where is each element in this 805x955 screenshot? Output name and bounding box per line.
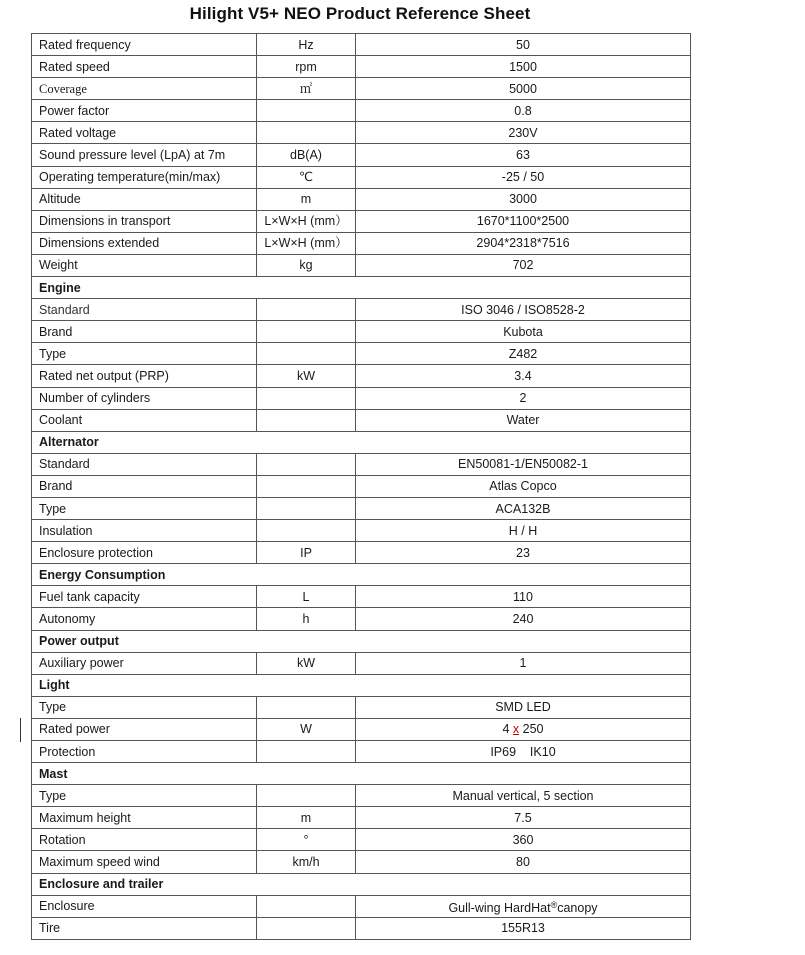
spec-unit: W (257, 718, 356, 740)
spec-unit (257, 453, 356, 475)
table-row (32, 100, 691, 122)
table-row (32, 807, 691, 829)
table-row (32, 409, 691, 431)
table-row (32, 785, 691, 807)
table-row (32, 718, 691, 740)
table-row (32, 343, 691, 365)
table-row (32, 188, 691, 210)
section-title: Mast (32, 763, 691, 785)
spec-unit: m (257, 807, 356, 829)
spec-value: 63 (356, 144, 691, 166)
spec-value: 80 (356, 851, 691, 873)
spec-value: 0.8 (356, 100, 691, 122)
spec-value: 5000 (356, 78, 691, 100)
spec-value: 1 (356, 652, 691, 674)
spec-unit (257, 696, 356, 718)
page-title: Hilight V5+ NEO Product Reference Sheet (189, 4, 531, 23)
spec-label: Fuel tank capacity (32, 586, 257, 608)
spec-value: Manual vertical, 5 section (356, 785, 691, 807)
table-row (32, 254, 691, 276)
table-row (32, 696, 691, 718)
spec-label: Enclosure protection (32, 542, 257, 564)
spec-value: ACA132B (356, 497, 691, 519)
spec-label: Dimensions extended (32, 232, 257, 254)
value-part: 250 (519, 722, 544, 737)
table-row (32, 56, 691, 78)
table-row (32, 387, 691, 409)
spec-label: Operating temperature(min/max) (32, 166, 257, 188)
spec-label: Rated voltage (32, 122, 257, 144)
spec-label: Type (32, 343, 257, 365)
spec-unit (257, 100, 356, 122)
spec-label: Type (32, 785, 257, 807)
table-row (32, 586, 691, 608)
value-part: 4 (502, 722, 513, 737)
section-header-row (32, 564, 691, 586)
spec-unit: ℃ (257, 166, 356, 188)
spec-unit: kW (257, 365, 356, 387)
spec-label: Insulation (32, 520, 257, 542)
spec-label: Brand (32, 475, 257, 497)
spec-value: Z482 (356, 343, 691, 365)
spec-label: Protection (32, 741, 257, 763)
section-header-row (32, 431, 691, 453)
spec-label: Weight (32, 254, 257, 276)
spec-value: 1500 (356, 56, 691, 78)
section-header-row (32, 763, 691, 785)
value-part: canopy (557, 900, 598, 915)
spec-value (356, 718, 691, 740)
registered-mark: ® (550, 899, 558, 910)
spec-label: Auxiliary power (32, 652, 257, 674)
table-row (32, 78, 691, 100)
spec-table (31, 33, 691, 940)
spec-value: 1670*1100*2500 (356, 210, 691, 232)
section-header-row (32, 873, 691, 895)
spec-unit: dB(A) (257, 144, 356, 166)
section-title: Enclosure and trailer (32, 873, 691, 895)
spec-value: 240 (356, 608, 691, 630)
spec-unit: L (257, 586, 356, 608)
spec-label: Altitude (32, 188, 257, 210)
spec-unit: km/h (257, 851, 356, 873)
table-row (32, 34, 691, 56)
table-row (32, 299, 691, 321)
spec-label: Coolant (32, 409, 257, 431)
spec-unit: kW (257, 652, 356, 674)
section-title: Engine (32, 277, 691, 299)
spec-value: 50 (356, 34, 691, 56)
section-title: Light (32, 674, 691, 696)
table-row (32, 851, 691, 873)
spec-unit (257, 343, 356, 365)
spec-unit: h (257, 608, 356, 630)
spec-unit (257, 741, 356, 763)
spec-value: 3000 (356, 188, 691, 210)
table-row (32, 917, 691, 939)
spec-table-body (32, 34, 691, 940)
spec-unit: L×W×H (mm） (257, 210, 356, 232)
section-title: Energy Consumption (32, 564, 691, 586)
table-row (32, 497, 691, 519)
spec-value (356, 895, 691, 917)
table-row (32, 321, 691, 343)
table-row (32, 453, 691, 475)
spec-label: Tire (32, 917, 257, 939)
section-header-row (32, 674, 691, 696)
spec-unit (257, 475, 356, 497)
spec-label: Rated speed (32, 56, 257, 78)
spec-label: Rated frequency (32, 34, 257, 56)
text-cursor (20, 718, 21, 742)
spec-value: 230V (356, 122, 691, 144)
spec-value: 155R13 (356, 917, 691, 939)
spec-unit (257, 122, 356, 144)
spec-unit (257, 409, 356, 431)
spec-label: Maximum height (32, 807, 257, 829)
spec-value: SMD LED (356, 696, 691, 718)
spec-unit: ° (257, 829, 356, 851)
spec-label: Rotation (32, 829, 257, 851)
spec-label: Type (32, 696, 257, 718)
section-header-row (32, 630, 691, 652)
spec-label: Brand (32, 321, 257, 343)
spec-unit (257, 321, 356, 343)
table-row (32, 608, 691, 630)
spec-unit (257, 917, 356, 939)
spec-unit: rpm (257, 56, 356, 78)
table-row (32, 232, 691, 254)
spec-value: Kubota (356, 321, 691, 343)
spec-value: EN50081-1/EN50082-1 (356, 453, 691, 475)
spec-value: 110 (356, 586, 691, 608)
spec-unit (257, 387, 356, 409)
spec-value: 360 (356, 829, 691, 851)
spec-value: ISO 3046 / ISO8528-2 (356, 299, 691, 321)
spec-value: Water (356, 409, 691, 431)
spec-label: Maximum speed wind (32, 851, 257, 873)
spec-label: Dimensions in transport (32, 210, 257, 232)
spec-unit: L×W×H (mm） (257, 232, 356, 254)
spec-unit: Hz (257, 34, 356, 56)
table-row (32, 652, 691, 674)
spellcheck-marked-text: x (512, 722, 520, 737)
section-title: Alternator (32, 431, 691, 453)
section-title: Power output (32, 630, 691, 652)
spec-label: Type (32, 497, 257, 519)
spec-label: Enclosure (32, 895, 257, 917)
spec-label: Standard (32, 453, 257, 475)
spec-label: Rated power (32, 718, 257, 740)
table-row (32, 542, 691, 564)
spec-unit (257, 497, 356, 519)
spec-label: Rated net output (PRP) (32, 365, 257, 387)
spec-unit: m (257, 188, 356, 210)
table-row (32, 475, 691, 497)
spec-value: 3.4 (356, 365, 691, 387)
section-header-row (32, 277, 691, 299)
spec-unit (257, 895, 356, 917)
spec-label: Power factor (32, 100, 257, 122)
spec-value: -25 / 50 (356, 166, 691, 188)
spec-value: 702 (356, 254, 691, 276)
spec-unit: IP (257, 542, 356, 564)
value-part: Gull-wing HardHat (448, 900, 551, 915)
table-row (32, 210, 691, 232)
spec-value: 2 (356, 387, 691, 409)
spec-value: 2904*2318*7516 (356, 232, 691, 254)
spec-unit: kg (257, 254, 356, 276)
spec-label: Sound pressure level (LpA) at 7m (32, 144, 257, 166)
spec-label: Standard (32, 299, 257, 321)
spec-label: Number of cylinders (32, 387, 257, 409)
table-row (32, 520, 691, 542)
spec-unit (257, 299, 356, 321)
table-row (32, 365, 691, 387)
table-row (32, 741, 691, 763)
table-row (32, 122, 691, 144)
table-row (32, 895, 691, 917)
spec-label: Autonomy (32, 608, 257, 630)
spec-label: Coverage (32, 78, 257, 100)
table-row (32, 144, 691, 166)
spec-value: H / H (356, 520, 691, 542)
table-row (32, 829, 691, 851)
spec-value: 7.5 (356, 807, 691, 829)
spec-unit (257, 520, 356, 542)
table-row (32, 166, 691, 188)
spec-unit (257, 785, 356, 807)
spec-value: Atlas Copco (356, 475, 691, 497)
spec-unit: ㎡ (257, 78, 356, 100)
spec-value: IP69 IK10 (356, 741, 691, 763)
spec-value: 23 (356, 542, 691, 564)
